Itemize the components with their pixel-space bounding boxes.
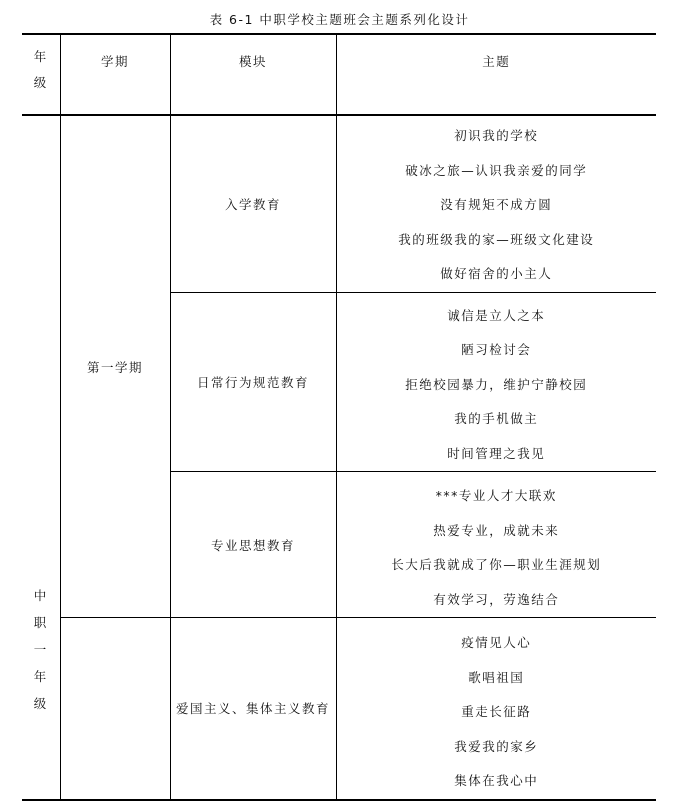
module-cell: 日常行为规范教育 — [170, 292, 336, 472]
topic-item: 陋习检讨会 — [461, 342, 532, 357]
topic-item: 歌唱祖国 — [468, 669, 525, 685]
topic-item: 热爱专业，成就未来 — [433, 522, 560, 538]
header-grade — [22, 34, 60, 115]
table-row — [22, 115, 656, 292]
topic-item: 长大后我就成了你—职业生涯规划 — [391, 557, 602, 572]
topic-item: 有效学习，劳逸结合 — [433, 591, 560, 607]
semester-cell: 第一学期 — [60, 115, 170, 618]
topics-cell — [336, 292, 656, 472]
topic-item: 破冰之旅—认识我亲爱的同学 — [405, 162, 588, 178]
header-grade-char-1: 年 — [33, 49, 48, 64]
grade-cell — [22, 115, 60, 800]
header-grade-char-2: 级 — [33, 75, 48, 90]
topic-item: 我的手机做主 — [454, 411, 539, 426]
module-cell: 入学教育 — [170, 115, 336, 292]
header-topic: 主题 — [336, 34, 656, 115]
topic-item: 拒绝校园暴力，维护宁静校园 — [405, 376, 588, 392]
module-cell: 爱国主义、集体主义教育 — [170, 618, 336, 800]
topic-item: 集体在我心中 — [454, 773, 539, 788]
header-module: 模块 — [170, 34, 336, 115]
topic-item: 我爱我的家乡 — [454, 738, 539, 754]
topics-cell — [336, 618, 656, 800]
header-row — [22, 34, 656, 115]
table-row — [22, 618, 656, 800]
topic-item: 疫情见人心 — [461, 635, 532, 650]
header-semester: 学期 — [60, 34, 170, 115]
grade-char: 一 — [33, 642, 48, 658]
grade-char: 级 — [33, 696, 48, 712]
table-caption: 表 6-1 中职学校主题班会主题系列化设计 — [209, 12, 470, 27]
topics-cell — [336, 115, 656, 292]
semester-cell-empty — [60, 618, 170, 800]
topic-item: 做好宿舍的小主人 — [440, 266, 553, 281]
grade-char: 职 — [33, 615, 48, 631]
grade-char: 中 — [33, 588, 48, 604]
topic-item: 我的班级我的家—班级文化建设 — [398, 231, 595, 247]
topic-item: 时间管理之我见 — [447, 445, 546, 461]
grade-char: 年 — [33, 669, 48, 685]
theme-design-table — [22, 33, 656, 801]
topic-item: ***专业人才大联欢 — [435, 488, 557, 503]
topic-item: 重走长征路 — [461, 704, 532, 719]
module-cell: 专业思想教育 — [170, 472, 336, 618]
topic-item: 初识我的学校 — [454, 128, 539, 143]
topics-cell — [336, 472, 656, 618]
topic-item: 没有规矩不成方圆 — [440, 197, 553, 212]
topic-item: 诚信是立人之本 — [447, 307, 546, 323]
